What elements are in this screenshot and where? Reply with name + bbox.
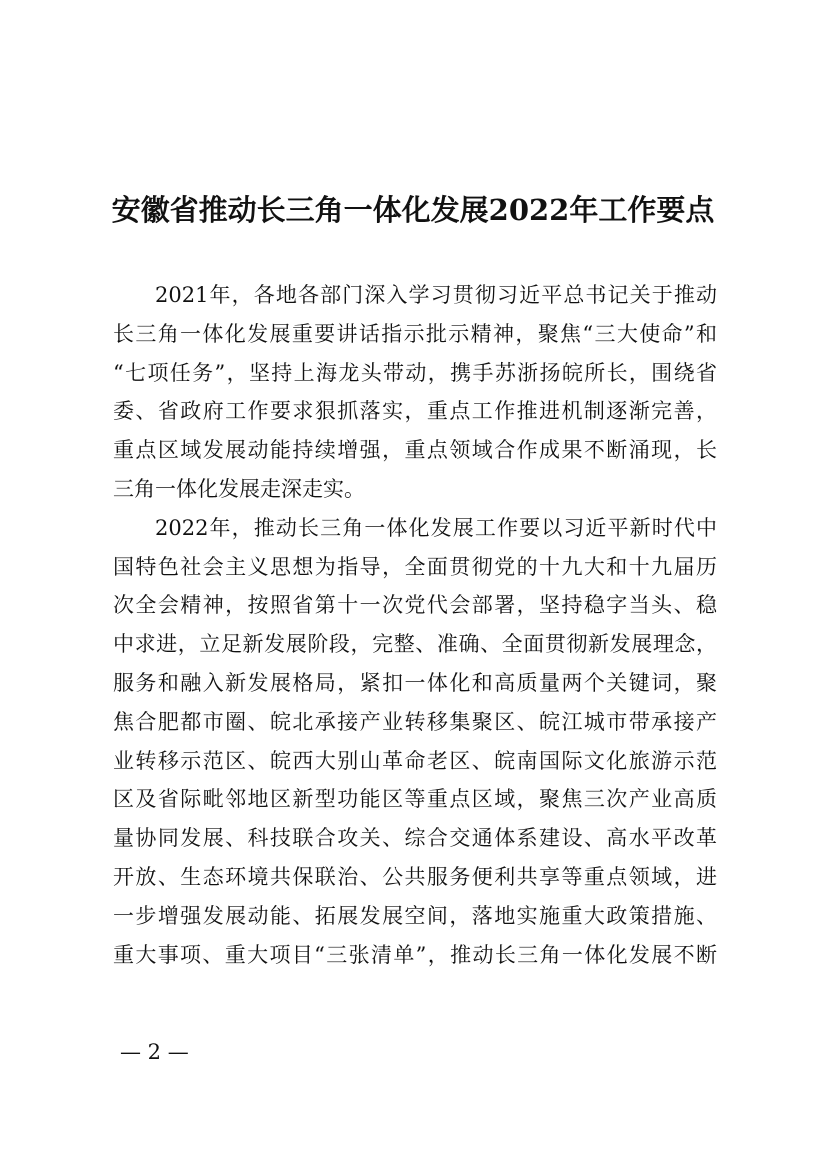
- paragraph-line: 区及省际毗邻地区新型功能区等重点区域，聚焦三次产业高质: [113, 787, 717, 812]
- paragraph-line: 三角一体化发展走深走实。: [113, 476, 365, 501]
- document-body: [113, 276, 717, 974]
- paragraph-line: 2022年，推动长三角一体化发展工作要以习近平新时代中: [155, 515, 717, 540]
- paragraph-line: 服务和融入新发展格局，紧扣一体化和高质量两个关键词，聚: [113, 670, 717, 695]
- paragraph-line: 一步增强发展动能、拓展发展空间，落地实施重大政策措施、: [113, 903, 717, 928]
- paragraph-line: 业转移示范区、皖西大别山革命老区、皖南国际文化旅游示范: [113, 748, 717, 773]
- page-number: — 2 —: [120, 1040, 189, 1064]
- paragraph-line: 焦合肥都市圈、皖北承接产业转移集聚区、皖江城市带承接产: [113, 709, 717, 734]
- paragraph-line: “七项任务”，坚持上海龙头带动，携手苏浙扬皖所长，围绕省: [113, 360, 717, 385]
- paragraph-line: 次全会精神，按照省第十一次党代会部署，坚持稳字当头、稳: [113, 593, 717, 618]
- paragraph-line: 重大事项、重大项目“三张清单”，推动长三角一体化发展不断: [113, 942, 717, 967]
- paragraph-line: 长三角一体化发展重要讲话指示批示精神，聚焦“三大使命”和: [113, 321, 717, 346]
- paragraph-line: 量协同发展、科技联合攻关、综合交通体系建设、高水平改革: [113, 826, 717, 851]
- paragraph-line: 委、省政府工作要求狠抓落实，重点工作推进机制逐渐完善，: [113, 399, 717, 424]
- paragraph-line: 2021年，各地各部门深入学习贯彻习近平总书记关于推动: [155, 283, 717, 307]
- paragraph-line: 中求进，立足新发展阶段，完整、准确、全面贯彻新发展理念，: [113, 632, 717, 657]
- paragraph-2: [113, 509, 717, 975]
- paragraph-1: [113, 276, 717, 509]
- paragraph-line: 国特色社会主义思想为指导，全面贯彻党的十九大和十九届历: [113, 554, 717, 579]
- paragraph-line: 重点区域发展动能持续增强，重点领域合作成果不断涌现，长: [113, 438, 717, 463]
- paragraph-line: 开放、生态环境共保联治、公共服务便利共享等重点领域，进: [113, 864, 717, 889]
- document-title: 安徽省推动长三角一体化发展2022年工作要点: [111, 193, 715, 227]
